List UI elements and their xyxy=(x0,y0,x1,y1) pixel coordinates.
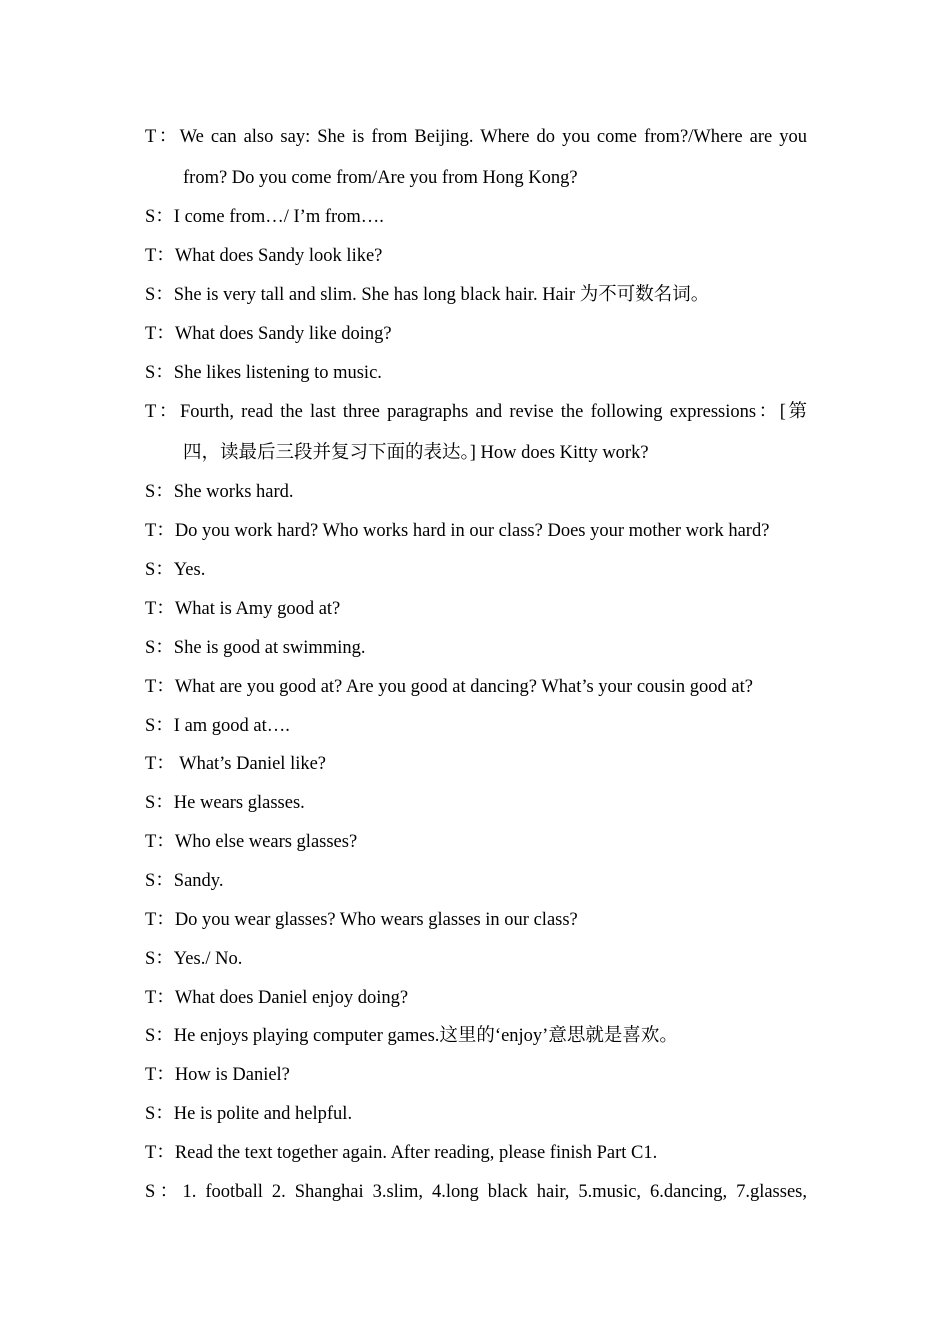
dialogue-line-25 xyxy=(145,1141,807,1165)
dialogue-line-26 xyxy=(145,1180,807,1204)
speaker-label: S： xyxy=(145,1182,183,1202)
line-text: She is very tall and slim. She has long black hair. Hair 为不可数名词。 xyxy=(173,285,710,305)
line-text: She is good at swimming. xyxy=(173,638,366,658)
line-text: He enjoys playing computer games.这里的‘enjoy’意思就是喜欢。 xyxy=(173,1026,678,1046)
speaker-label: T： xyxy=(145,1065,175,1085)
line-text: Do you wear glasses? Who wears glasses in our class? xyxy=(174,910,578,930)
dialogue-line-15 xyxy=(145,752,807,776)
dialogue-line-8 xyxy=(145,480,807,504)
dialogue-line-7-continuation: 四，读最后三段并复习下面的表达。] How does Kitty work? xyxy=(183,443,649,463)
dialogue-line-5 xyxy=(145,322,807,346)
speaker-label: T： xyxy=(145,521,175,541)
dialogue-line-14 xyxy=(145,714,807,738)
speaker-label: S： xyxy=(145,560,174,580)
dialogue-line-17 xyxy=(145,830,807,854)
line-text: How is Daniel? xyxy=(174,1065,290,1085)
speaker-label: T： xyxy=(145,127,180,147)
dialogue-line-21 xyxy=(145,986,807,1010)
dialogue-line-1-continuation: from? Do you come from/Are you from Hong Kong? xyxy=(183,168,578,188)
line-text: We can also say: She is from Beijing. Where do you come from?/Where are you xyxy=(179,127,807,147)
dialogue-line-6 xyxy=(145,361,807,385)
line-text: Do you work hard? Who works hard in our class? Does your mother work hard? xyxy=(174,521,770,541)
speaker-label: T： xyxy=(145,754,175,774)
line-text: I come from…/ I’m from…. xyxy=(173,207,384,227)
line-text: Yes./ No. xyxy=(173,949,243,969)
dialogue-line-9 xyxy=(145,519,807,543)
dialogue-line-11 xyxy=(145,597,807,621)
dialogue-line-22 xyxy=(145,1024,807,1048)
speaker-label: S： xyxy=(145,871,174,891)
line-text: What’s Daniel like? xyxy=(174,754,327,774)
speaker-label: T： xyxy=(145,599,175,619)
dialogue-line-10 xyxy=(145,558,807,582)
speaker-label: T： xyxy=(145,246,175,266)
line-text: 1. football 2. Shanghai 3.slim, 4.long black hair, 5.music, 6.dancing, 7.glasses, xyxy=(182,1182,807,1202)
dialogue-line-16 xyxy=(145,791,807,815)
line-text: What does Sandy look like? xyxy=(174,246,383,266)
line-text: Sandy. xyxy=(173,871,224,891)
line-text: Yes. xyxy=(173,560,206,580)
speaker-label: S： xyxy=(145,793,174,813)
line-text: He wears glasses. xyxy=(173,793,305,813)
line-text: Fourth, read the last three paragraphs and revise the following expressions：[第 xyxy=(179,402,807,422)
line-text: What is Amy good at? xyxy=(174,599,341,619)
dialogue-line-23 xyxy=(145,1063,807,1087)
dialogue-line-24 xyxy=(145,1102,807,1126)
dialogue-line-2 xyxy=(145,205,807,229)
speaker-label: T： xyxy=(145,677,175,697)
speaker-label: T： xyxy=(145,402,180,422)
line-text: What does Daniel enjoy doing? xyxy=(174,988,409,1008)
line-text: I am good at…. xyxy=(173,716,290,736)
line-text: What are you good at? Are you good at dancing? What’s your cousin good at? xyxy=(174,677,753,697)
line-text: Read the text together again. After reading, please finish Part C1. xyxy=(174,1143,658,1163)
speaker-label: S： xyxy=(145,638,174,658)
line-text: She works hard. xyxy=(173,482,294,502)
speaker-label: T： xyxy=(145,832,175,852)
dialogue-line-19 xyxy=(145,908,807,932)
speaker-label: S： xyxy=(145,716,174,736)
dialogue-line-12 xyxy=(145,636,807,660)
line-text: What does Sandy like doing? xyxy=(174,324,392,344)
dialogue-line-4 xyxy=(145,283,807,307)
speaker-label: S： xyxy=(145,207,174,227)
speaker-label: S： xyxy=(145,1104,174,1124)
dialogue-line-3 xyxy=(145,244,807,268)
dialogue-line-18 xyxy=(145,869,807,893)
line-text: She likes listening to music. xyxy=(173,363,382,383)
speaker-label: S： xyxy=(145,285,174,305)
dialogue-line-13 xyxy=(145,675,807,699)
speaker-label: T： xyxy=(145,1143,175,1163)
speaker-label: S： xyxy=(145,1026,174,1046)
speaker-label: S： xyxy=(145,482,174,502)
speaker-label: T： xyxy=(145,324,175,344)
line-text: He is polite and helpful. xyxy=(173,1104,353,1124)
speaker-label: T： xyxy=(145,988,175,1008)
line-text: Who else wears glasses? xyxy=(174,832,358,852)
dialogue-line-20 xyxy=(145,947,807,971)
speaker-label: S： xyxy=(145,949,174,969)
speaker-label: S： xyxy=(145,363,174,383)
dialogue-line-1 xyxy=(145,125,807,149)
speaker-label: T： xyxy=(145,910,175,930)
dialogue-line-7 xyxy=(145,400,807,424)
